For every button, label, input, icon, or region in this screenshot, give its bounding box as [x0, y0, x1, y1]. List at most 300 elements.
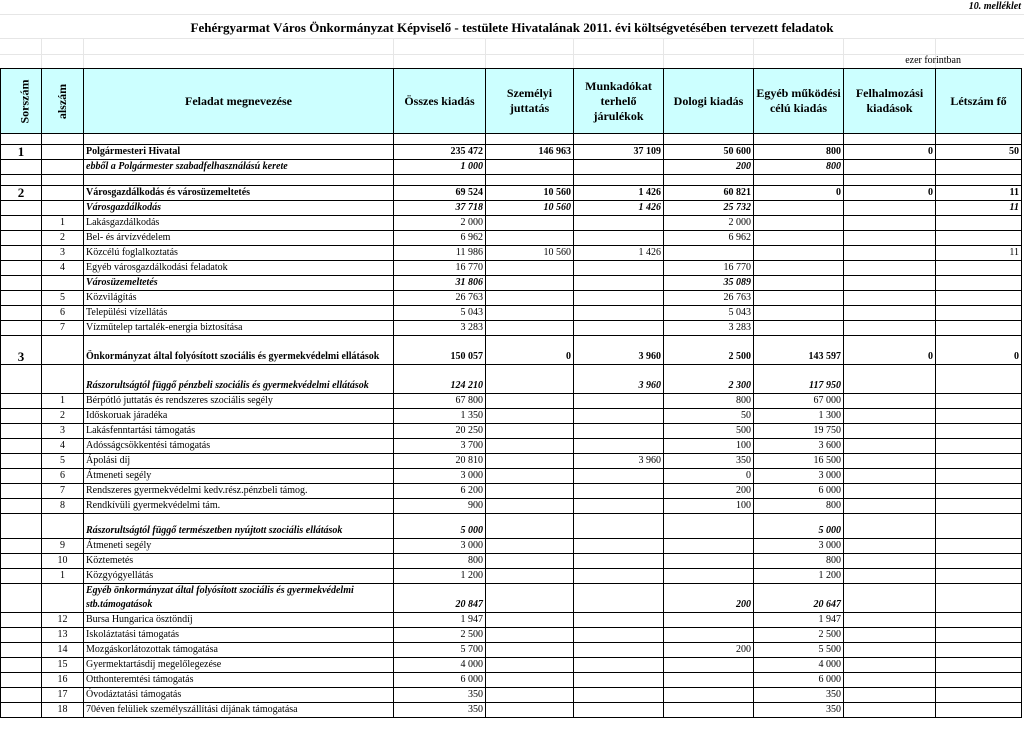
cell-osszes[interactable]: 1 000	[394, 160, 486, 175]
cell-letszam[interactable]	[936, 673, 1022, 688]
cell-dologi[interactable]	[664, 554, 754, 569]
cell-osszes[interactable]: 1 947	[394, 613, 486, 628]
cell-szemelyi[interactable]	[486, 628, 574, 643]
cell-alszam[interactable]	[42, 175, 84, 186]
cell-egyeb[interactable]: 800	[754, 554, 844, 569]
cell-dologi[interactable]: 50 600	[664, 145, 754, 160]
cell-dologi[interactable]: 800	[664, 394, 754, 409]
cell-munkaado[interactable]: 3 960	[574, 454, 664, 469]
cell-sorszam[interactable]	[1, 394, 42, 409]
cell-name[interactable]: 70éven felüliek személyszállítási díjának támogatása	[84, 703, 394, 718]
cell-letszam[interactable]	[936, 554, 1022, 569]
cell-alszam[interactable]: 2	[42, 409, 84, 424]
cell-munkaado[interactable]	[574, 514, 664, 539]
col-header-sorszam[interactable]: Sorszám	[1, 69, 42, 134]
cell-dologi[interactable]: 200	[664, 160, 754, 175]
cell-osszes[interactable]: 2 500	[394, 628, 486, 643]
cell-osszes[interactable]: 69 524	[394, 186, 486, 201]
cell-egyeb[interactable]: 143 597	[754, 336, 844, 365]
cell-dologi[interactable]: 2 300	[664, 365, 754, 394]
cell-osszes[interactable]: 20 847	[394, 584, 486, 613]
cell-osszes[interactable]: 1 350	[394, 409, 486, 424]
cell-name[interactable]: Polgármesteri Hivatal	[84, 145, 394, 160]
cell-osszes[interactable]: 20 250	[394, 424, 486, 439]
cell-munkaado[interactable]	[574, 216, 664, 231]
cell-alszam[interactable]: 16	[42, 673, 84, 688]
cell-munkaado[interactable]	[574, 554, 664, 569]
cell-felhalm[interactable]	[844, 584, 936, 613]
cell-egyeb[interactable]	[754, 134, 844, 145]
col-header-alszam[interactable]: alszám	[42, 69, 84, 134]
cell-osszes[interactable]: 4 000	[394, 658, 486, 673]
cell-szemelyi[interactable]	[486, 688, 574, 703]
cell-sorszam[interactable]	[1, 454, 42, 469]
cell-osszes[interactable]: 31 806	[394, 276, 486, 291]
cell-munkaado[interactable]	[574, 439, 664, 454]
cell-egyeb[interactable]	[754, 291, 844, 306]
cell-egyeb[interactable]: 6 000	[754, 673, 844, 688]
cell-munkaado[interactable]	[574, 643, 664, 658]
cell-felhalm[interactable]	[844, 673, 936, 688]
cell-sorszam[interactable]	[1, 409, 42, 424]
cell-munkaado[interactable]	[574, 569, 664, 584]
cell-szemelyi[interactable]	[486, 276, 574, 291]
cell-sorszam[interactable]	[1, 365, 42, 394]
cell-osszes[interactable]: 5 043	[394, 306, 486, 321]
cell-munkaado[interactable]: 37 109	[574, 145, 664, 160]
cell-alszam[interactable]: 9	[42, 539, 84, 554]
cell-egyeb[interactable]: 350	[754, 703, 844, 718]
cell-letszam[interactable]	[936, 424, 1022, 439]
cell-name[interactable]: Városgazdálkodás	[84, 201, 394, 216]
cell-egyeb[interactable]: 800	[754, 499, 844, 514]
col-header-munkaado[interactable]: Munkadókat terhelő járulékok	[574, 69, 664, 134]
cell-name[interactable]: Közgyógyellátás	[84, 569, 394, 584]
cell-osszes[interactable]: 6 200	[394, 484, 486, 499]
cell-egyeb[interactable]: 2 500	[754, 628, 844, 643]
cell-felhalm[interactable]	[844, 134, 936, 145]
cell-osszes[interactable]	[394, 175, 486, 186]
cell-munkaado[interactable]: 3 960	[574, 365, 664, 394]
cell-szemelyi[interactable]	[486, 484, 574, 499]
cell-munkaado[interactable]	[574, 306, 664, 321]
cell-dologi[interactable]: 50	[664, 409, 754, 424]
cell-szemelyi[interactable]	[486, 673, 574, 688]
cell-egyeb[interactable]: 117 950	[754, 365, 844, 394]
cell-dologi[interactable]	[664, 703, 754, 718]
cell-munkaado[interactable]	[574, 584, 664, 613]
cell-osszes[interactable]: 1 200	[394, 569, 486, 584]
cell-felhalm[interactable]	[844, 688, 936, 703]
cell-dologi[interactable]: 200	[664, 643, 754, 658]
cell-egyeb[interactable]: 16 500	[754, 454, 844, 469]
cell-alszam[interactable]: 1	[42, 569, 84, 584]
cell-sorszam[interactable]	[1, 673, 42, 688]
cell-dologi[interactable]: 200	[664, 484, 754, 499]
cell-felhalm[interactable]	[844, 643, 936, 658]
cell-munkaado[interactable]	[574, 658, 664, 673]
cell-osszes[interactable]: 20 810	[394, 454, 486, 469]
cell-letszam[interactable]	[936, 514, 1022, 539]
cell-egyeb[interactable]: 1 200	[754, 569, 844, 584]
cell-munkaado[interactable]	[574, 424, 664, 439]
cell-alszam[interactable]: 18	[42, 703, 84, 718]
cell-name[interactable]: Gyermektartásdíj megelőlegezése	[84, 658, 394, 673]
cell-munkaado[interactable]: 3 960	[574, 336, 664, 365]
cell-egyeb[interactable]: 1 947	[754, 613, 844, 628]
cell-osszes[interactable]: 3 000	[394, 469, 486, 484]
cell-osszes[interactable]: 124 210	[394, 365, 486, 394]
cell-dologi[interactable]	[664, 658, 754, 673]
cell-sorszam[interactable]	[1, 484, 42, 499]
cell-letszam[interactable]	[936, 499, 1022, 514]
cell-osszes[interactable]: 6 000	[394, 673, 486, 688]
cell-osszes[interactable]: 5 700	[394, 643, 486, 658]
cell-munkaado[interactable]	[574, 276, 664, 291]
cell-szemelyi[interactable]: 10 560	[486, 186, 574, 201]
cell-egyeb[interactable]	[754, 231, 844, 246]
cell-alszam[interactable]: 15	[42, 658, 84, 673]
cell-dologi[interactable]: 5 043	[664, 306, 754, 321]
cell-szemelyi[interactable]	[486, 658, 574, 673]
cell-dologi[interactable]: 35 089	[664, 276, 754, 291]
cell-name[interactable]: Közvilágítás	[84, 291, 394, 306]
cell-dologi[interactable]	[664, 246, 754, 261]
col-header-dologi[interactable]: Dologi kiadás	[664, 69, 754, 134]
cell-sorszam[interactable]	[1, 469, 42, 484]
cell-felhalm[interactable]	[844, 613, 936, 628]
cell-felhalm[interactable]	[844, 539, 936, 554]
cell-szemelyi[interactable]	[486, 703, 574, 718]
cell-szemelyi[interactable]	[486, 134, 574, 145]
cell-felhalm[interactable]	[844, 703, 936, 718]
cell-egyeb[interactable]: 800	[754, 145, 844, 160]
cell-letszam[interactable]	[936, 276, 1022, 291]
cell-szemelyi[interactable]	[486, 613, 574, 628]
cell-felhalm[interactable]	[844, 231, 936, 246]
cell-dologi[interactable]	[664, 175, 754, 186]
cell-letszam[interactable]	[936, 291, 1022, 306]
cell-sorszam[interactable]	[1, 554, 42, 569]
cell-sorszam[interactable]	[1, 261, 42, 276]
cell-letszam[interactable]	[936, 658, 1022, 673]
cell-felhalm[interactable]	[844, 160, 936, 175]
cell-felhalm[interactable]	[844, 394, 936, 409]
cell-felhalm[interactable]	[844, 201, 936, 216]
cell-letszam[interactable]	[936, 216, 1022, 231]
cell-name[interactable]: ebből a Polgármester szabadfelhasználású kerete	[84, 160, 394, 175]
cell-felhalm[interactable]	[844, 454, 936, 469]
cell-letszam[interactable]: 11	[936, 201, 1022, 216]
cell-alszam[interactable]: 5	[42, 454, 84, 469]
cell-felhalm[interactable]	[844, 291, 936, 306]
cell-letszam[interactable]	[936, 569, 1022, 584]
cell-munkaado[interactable]	[574, 628, 664, 643]
cell-felhalm[interactable]	[844, 569, 936, 584]
col-header-letszam[interactable]: Létszám fő	[936, 69, 1022, 134]
cell-egyeb[interactable]	[754, 276, 844, 291]
cell-letszam[interactable]	[936, 365, 1022, 394]
cell-szemelyi[interactable]	[486, 424, 574, 439]
cell-name[interactable]: Időskoruak járadéka	[84, 409, 394, 424]
cell-alszam[interactable]	[42, 134, 84, 145]
cell-osszes[interactable]: 150 057	[394, 336, 486, 365]
cell-egyeb[interactable]	[754, 201, 844, 216]
cell-name[interactable]	[84, 175, 394, 186]
cell-dologi[interactable]: 16 770	[664, 261, 754, 276]
cell-dologi[interactable]: 350	[664, 454, 754, 469]
cell-munkaado[interactable]: 1 426	[574, 186, 664, 201]
cell-szemelyi[interactable]	[486, 306, 574, 321]
cell-osszes[interactable]: 900	[394, 499, 486, 514]
cell-letszam[interactable]: 50	[936, 145, 1022, 160]
cell-name[interactable]: Városgazdálkodás és városüzemeltetés	[84, 186, 394, 201]
cell-sorszam[interactable]	[1, 424, 42, 439]
cell-letszam[interactable]	[936, 584, 1022, 613]
cell-dologi[interactable]	[664, 539, 754, 554]
cell-sorszam[interactable]	[1, 276, 42, 291]
cell-felhalm[interactable]	[844, 658, 936, 673]
cell-dologi[interactable]	[664, 134, 754, 145]
cell-alszam[interactable]: 8	[42, 499, 84, 514]
cell-egyeb[interactable]	[754, 216, 844, 231]
cell-sorszam[interactable]	[1, 658, 42, 673]
cell-szemelyi[interactable]	[486, 261, 574, 276]
cell-alszam[interactable]: 17	[42, 688, 84, 703]
cell-osszes[interactable]: 67 800	[394, 394, 486, 409]
cell-sorszam[interactable]	[1, 160, 42, 175]
cell-name[interactable]: Vízműtelep tartalék-energia biztosítása	[84, 321, 394, 336]
cell-letszam[interactable]	[936, 484, 1022, 499]
cell-egyeb[interactable]: 5 000	[754, 514, 844, 539]
cell-sorszam[interactable]	[1, 514, 42, 539]
cell-szemelyi[interactable]: 0	[486, 336, 574, 365]
cell-munkaado[interactable]	[574, 539, 664, 554]
cell-felhalm[interactable]	[844, 628, 936, 643]
cell-munkaado[interactable]	[574, 613, 664, 628]
cell-osszes[interactable]: 37 718	[394, 201, 486, 216]
cell-letszam[interactable]	[936, 539, 1022, 554]
cell-szemelyi[interactable]	[486, 554, 574, 569]
cell-dologi[interactable]: 100	[664, 499, 754, 514]
cell-egyeb[interactable]	[754, 246, 844, 261]
cell-egyeb[interactable]: 350	[754, 688, 844, 703]
cell-alszam[interactable]	[42, 201, 84, 216]
cell-sorszam[interactable]	[1, 569, 42, 584]
cell-alszam[interactable]: 2	[42, 231, 84, 246]
cell-osszes[interactable]: 3 700	[394, 439, 486, 454]
cell-szemelyi[interactable]	[486, 175, 574, 186]
cell-dologi[interactable]: 200	[664, 584, 754, 613]
cell-osszes[interactable]: 26 763	[394, 291, 486, 306]
cell-szemelyi[interactable]	[486, 291, 574, 306]
cell-munkaado[interactable]	[574, 688, 664, 703]
cell-name[interactable]: Mozgáskorlátozottak támogatása	[84, 643, 394, 658]
cell-szemelyi[interactable]: 10 560	[486, 201, 574, 216]
cell-name[interactable]: Rendszeres gyermekvédelmi kedv.rész.pénzbeli támog.	[84, 484, 394, 499]
cell-letszam[interactable]	[936, 628, 1022, 643]
cell-szemelyi[interactable]	[486, 469, 574, 484]
cell-sorszam[interactable]: 3	[1, 336, 42, 365]
cell-sorszam[interactable]	[1, 499, 42, 514]
cell-dologi[interactable]: 2 000	[664, 216, 754, 231]
cell-dologi[interactable]	[664, 628, 754, 643]
cell-felhalm[interactable]	[844, 216, 936, 231]
cell-name[interactable]: Bursa Hungarica ösztöndíj	[84, 613, 394, 628]
cell-alszam[interactable]: 14	[42, 643, 84, 658]
cell-name[interactable]: Bérpótló juttatás és rendszeres szociális segély	[84, 394, 394, 409]
cell-name[interactable]: Adósságcsökkentési támogatás	[84, 439, 394, 454]
cell-sorszam[interactable]	[1, 584, 42, 613]
cell-dologi[interactable]: 100	[664, 439, 754, 454]
cell-osszes[interactable]	[394, 134, 486, 145]
cell-felhalm[interactable]	[844, 554, 936, 569]
cell-szemelyi[interactable]	[486, 216, 574, 231]
cell-munkaado[interactable]: 1 426	[574, 246, 664, 261]
cell-alszam[interactable]: 13	[42, 628, 84, 643]
cell-name[interactable]: Iskoláztatási támogatás	[84, 628, 394, 643]
cell-egyeb[interactable]: 67 000	[754, 394, 844, 409]
cell-szemelyi[interactable]	[486, 539, 574, 554]
cell-egyeb[interactable]: 3 600	[754, 439, 844, 454]
cell-alszam[interactable]	[42, 514, 84, 539]
cell-alszam[interactable]: 7	[42, 484, 84, 499]
cell-munkaado[interactable]	[574, 703, 664, 718]
cell-name[interactable]: Lakásgazdálkodás	[84, 216, 394, 231]
cell-szemelyi[interactable]	[486, 321, 574, 336]
cell-sorszam[interactable]	[1, 539, 42, 554]
cell-sorszam[interactable]: 1	[1, 145, 42, 160]
cell-felhalm[interactable]	[844, 424, 936, 439]
cell-letszam[interactable]	[936, 439, 1022, 454]
cell-osszes[interactable]: 235 472	[394, 145, 486, 160]
cell-szemelyi[interactable]	[486, 409, 574, 424]
cell-alszam[interactable]	[42, 160, 84, 175]
cell-name[interactable]: Átmeneti segély	[84, 539, 394, 554]
cell-munkaado[interactable]	[574, 231, 664, 246]
cell-szemelyi[interactable]	[486, 394, 574, 409]
cell-letszam[interactable]	[936, 454, 1022, 469]
cell-name[interactable]: Otthonteremtési támogatás	[84, 673, 394, 688]
cell-szemelyi[interactable]	[486, 231, 574, 246]
cell-szemelyi[interactable]: 146 963	[486, 145, 574, 160]
cell-name[interactable]: Ápolási díj	[84, 454, 394, 469]
cell-sorszam[interactable]	[1, 643, 42, 658]
cell-egyeb[interactable]	[754, 321, 844, 336]
cell-szemelyi[interactable]	[486, 365, 574, 394]
cell-name[interactable]: Egyéb önkormányzat által folyósított szociális és gyermekvédelmi stb.támogatások	[84, 584, 394, 613]
cell-alszam[interactable]	[42, 186, 84, 201]
cell-alszam[interactable]	[42, 584, 84, 613]
cell-name[interactable]: Köztemetés	[84, 554, 394, 569]
cell-name[interactable]: Települési vízellátás	[84, 306, 394, 321]
cell-name[interactable]: Rászorultságtól függő pénzbeli szociális és gyermekvédelmi ellátások	[84, 365, 394, 394]
cell-alszam[interactable]: 6	[42, 469, 84, 484]
cell-szemelyi[interactable]	[486, 514, 574, 539]
cell-alszam[interactable]: 7	[42, 321, 84, 336]
cell-egyeb[interactable]: 4 000	[754, 658, 844, 673]
cell-munkaado[interactable]: 1 426	[574, 201, 664, 216]
cell-szemelyi[interactable]	[486, 454, 574, 469]
cell-felhalm[interactable]	[844, 321, 936, 336]
cell-egyeb[interactable]: 1 300	[754, 409, 844, 424]
cell-osszes[interactable]: 3 283	[394, 321, 486, 336]
cell-munkaado[interactable]	[574, 469, 664, 484]
cell-munkaado[interactable]	[574, 394, 664, 409]
cell-dologi[interactable]: 60 821	[664, 186, 754, 201]
cell-alszam[interactable]	[42, 336, 84, 365]
cell-alszam[interactable]: 5	[42, 291, 84, 306]
cell-dologi[interactable]	[664, 613, 754, 628]
cell-letszam[interactable]	[936, 394, 1022, 409]
cell-osszes[interactable]: 6 962	[394, 231, 486, 246]
col-header-egyeb[interactable]: Egyéb működési célú kiadás	[754, 69, 844, 134]
cell-name[interactable]: Bel- és árvízvédelem	[84, 231, 394, 246]
cell-osszes[interactable]: 11 986	[394, 246, 486, 261]
cell-name[interactable]: Önkormányzat által folyósított szociális és gyermekvédelmi ellátások	[84, 336, 394, 365]
cell-name[interactable]: Lakásfenntartási támogatás	[84, 424, 394, 439]
col-header-szemelyi[interactable]: Személyi juttatás	[486, 69, 574, 134]
cell-munkaado[interactable]	[574, 175, 664, 186]
cell-sorszam[interactable]	[1, 201, 42, 216]
cell-felhalm[interactable]	[844, 439, 936, 454]
cell-munkaado[interactable]	[574, 499, 664, 514]
cell-dologi[interactable]: 500	[664, 424, 754, 439]
cell-letszam[interactable]	[936, 134, 1022, 145]
cell-sorszam[interactable]	[1, 688, 42, 703]
cell-alszam[interactable]: 3	[42, 424, 84, 439]
cell-letszam[interactable]	[936, 175, 1022, 186]
cell-letszam[interactable]	[936, 306, 1022, 321]
cell-egyeb[interactable]: 3 000	[754, 539, 844, 554]
cell-alszam[interactable]	[42, 365, 84, 394]
cell-name[interactable]: Városüzemeltetés	[84, 276, 394, 291]
cell-letszam[interactable]	[936, 261, 1022, 276]
cell-felhalm[interactable]	[844, 365, 936, 394]
cell-name[interactable]: Egyéb városgazdálkodási feladatok	[84, 261, 394, 276]
cell-letszam[interactable]	[936, 703, 1022, 718]
cell-alszam[interactable]: 1	[42, 216, 84, 231]
cell-szemelyi[interactable]	[486, 569, 574, 584]
cell-letszam[interactable]	[936, 231, 1022, 246]
cell-name[interactable]: Rászorultságtól függő természetben nyújtott szociális ellátások	[84, 514, 394, 539]
cell-letszam[interactable]	[936, 321, 1022, 336]
cell-dologi[interactable]: 0	[664, 469, 754, 484]
cell-alszam[interactable]: 4	[42, 261, 84, 276]
cell-felhalm[interactable]	[844, 499, 936, 514]
cell-sorszam[interactable]	[1, 216, 42, 231]
cell-munkaado[interactable]	[574, 160, 664, 175]
cell-felhalm[interactable]	[844, 484, 936, 499]
cell-sorszam[interactable]	[1, 134, 42, 145]
cell-sorszam[interactable]	[1, 439, 42, 454]
cell-sorszam[interactable]: 2	[1, 186, 42, 201]
cell-munkaado[interactable]	[574, 291, 664, 306]
cell-szemelyi[interactable]	[486, 499, 574, 514]
cell-munkaado[interactable]	[574, 673, 664, 688]
cell-felhalm[interactable]: 0	[844, 186, 936, 201]
cell-egyeb[interactable]: 20 647	[754, 584, 844, 613]
cell-egyeb[interactable]: 800	[754, 160, 844, 175]
cell-szemelyi[interactable]	[486, 439, 574, 454]
cell-sorszam[interactable]	[1, 231, 42, 246]
col-header-osszes[interactable]: Összes kiadás	[394, 69, 486, 134]
cell-letszam[interactable]	[936, 469, 1022, 484]
cell-osszes[interactable]: 350	[394, 688, 486, 703]
cell-alszam[interactable]: 1	[42, 394, 84, 409]
cell-sorszam[interactable]	[1, 321, 42, 336]
cell-letszam[interactable]	[936, 688, 1022, 703]
